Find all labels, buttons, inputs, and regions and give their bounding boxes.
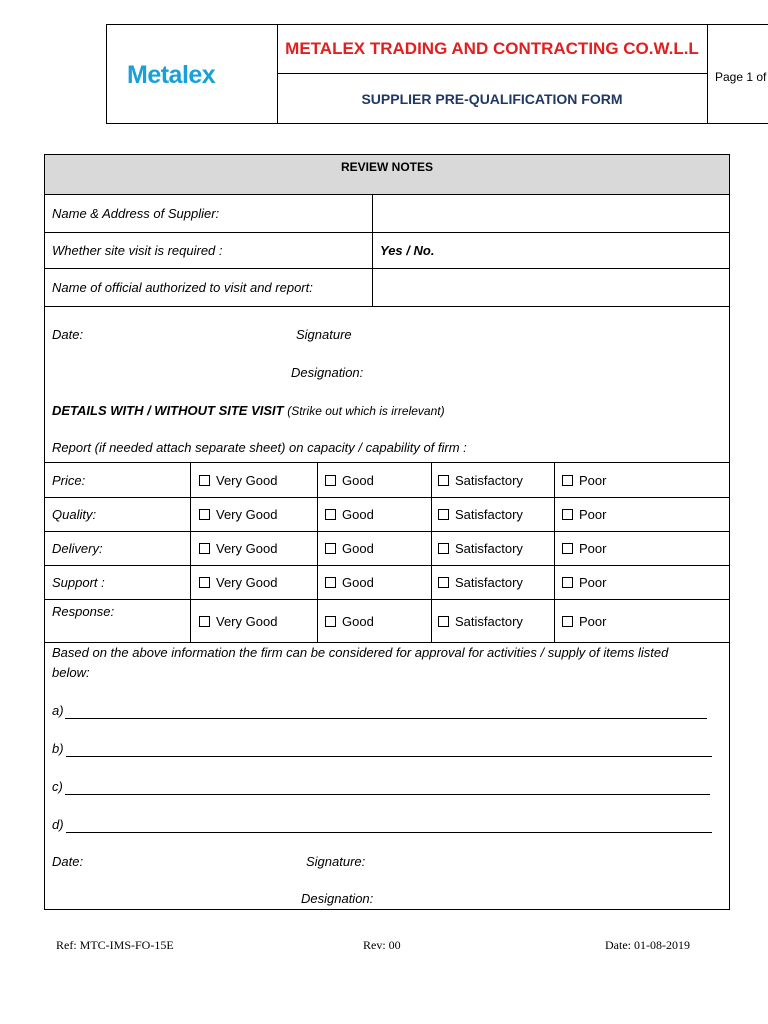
official-label: Name of official authorized to visit and report: (45, 269, 373, 306)
checkbox-icon[interactable] (199, 577, 210, 588)
item-label-c: c) (52, 779, 63, 794)
rating-label: Response: (52, 604, 115, 619)
checkbox-icon[interactable] (562, 475, 573, 486)
item-line-b[interactable] (66, 756, 712, 757)
logo-cell (107, 25, 278, 123)
footer-rev: Rev: 00 (363, 938, 401, 952)
checkbox-icon[interactable] (562, 577, 573, 588)
checkbox-icon[interactable] (438, 543, 449, 554)
signature-label: Signature (296, 327, 352, 342)
checkbox-icon[interactable] (199, 509, 210, 520)
svg-text:Metalex: Metalex (127, 61, 216, 89)
option-good[interactable]: Good (317, 532, 431, 565)
checkbox-icon[interactable] (325, 509, 336, 520)
approval-text-line-1: Based on the above information the firm can be considered for approval for activities / supply of items listed (52, 645, 669, 660)
date2-label: Date: (52, 854, 84, 869)
document-header (106, 24, 768, 124)
option-good[interactable]: Good (317, 566, 431, 599)
footer-ref: Ref: MTC-IMS-FO-15E (56, 938, 174, 952)
review-notes-heading: REVIEW NOTES (45, 155, 729, 195)
rating-label: Delivery: (52, 541, 103, 556)
rating-label: Support : (52, 575, 105, 590)
checkbox-icon[interactable] (562, 543, 573, 554)
review-form (44, 154, 730, 910)
item-label-b: b) (52, 741, 64, 756)
item-line-d[interactable] (66, 832, 712, 833)
checkbox-icon[interactable] (325, 616, 336, 627)
checkbox-icon[interactable] (438, 616, 449, 627)
option-good[interactable]: Good (317, 600, 431, 642)
option-very-good[interactable]: Very Good (190, 566, 317, 599)
option-very-good[interactable]: Very Good (190, 532, 317, 565)
option-poor[interactable]: Poor (554, 498, 729, 531)
checkbox-icon[interactable] (438, 509, 449, 520)
checkbox-icon[interactable] (199, 543, 210, 554)
checkbox-icon[interactable] (562, 509, 573, 520)
option-poor[interactable]: Poor (554, 463, 729, 497)
site-visit-label: Whether site visit is required : (45, 233, 373, 268)
footer-date: Date: 01-08-2019 (605, 938, 690, 952)
checkbox-icon[interactable] (438, 577, 449, 588)
option-poor[interactable]: Poor (554, 566, 729, 599)
option-good[interactable]: Good (317, 498, 431, 531)
rating-row-delivery (45, 531, 729, 565)
option-poor[interactable]: Poor (554, 600, 729, 642)
official-row (45, 269, 729, 307)
option-very-good[interactable]: Very Good (190, 498, 317, 531)
checkbox-icon[interactable] (199, 616, 210, 627)
option-satisfactory[interactable]: Satisfactory (431, 566, 554, 599)
rating-row-quality (45, 497, 729, 531)
report-label: Report (if needed attach separate sheet) on capacity / capability of firm : (52, 440, 467, 455)
approval-text-line-2: below: (52, 665, 90, 680)
rating-label: Price: (52, 472, 86, 488)
option-satisfactory[interactable]: Satisfactory (431, 463, 554, 497)
option-satisfactory[interactable]: Satisfactory (431, 532, 554, 565)
item-label-a: a) (52, 703, 64, 718)
checkbox-icon[interactable] (325, 543, 336, 554)
rating-label: Quality: (52, 507, 97, 522)
item-line-c[interactable] (65, 794, 710, 795)
details-note: (Strike out which is irrelevant) (287, 404, 445, 418)
site-visit-value[interactable]: Yes / No. (380, 243, 435, 258)
supplier-row (45, 195, 729, 233)
date-label: Date: (52, 327, 84, 342)
checkbox-icon[interactable] (438, 475, 449, 486)
option-poor[interactable]: Poor (554, 532, 729, 565)
checkbox-icon[interactable] (562, 616, 573, 627)
form-title: SUPPLIER PRE-QUALIFICATION FORM (361, 91, 623, 107)
supplier-label: Name & Address of Supplier: (45, 195, 373, 232)
rating-row-support (45, 565, 729, 599)
rating-row-response (45, 599, 729, 643)
site-visit-row (45, 233, 729, 269)
designation2-label: Designation: (301, 891, 374, 906)
item-label-d: d) (52, 817, 64, 832)
checkbox-icon[interactable] (325, 577, 336, 588)
item-line-a[interactable] (65, 718, 707, 719)
details-heading: DETAILS WITH / WITHOUT SITE VISIT (52, 403, 284, 418)
title-cell (277, 25, 708, 123)
rating-row-price (45, 462, 729, 497)
checkbox-icon[interactable] (325, 475, 336, 486)
option-very-good[interactable]: Very Good (190, 600, 317, 642)
page-number: Page 1 of (715, 70, 767, 84)
details-line (52, 403, 445, 418)
option-satisfactory[interactable]: Satisfactory (431, 498, 554, 531)
option-satisfactory[interactable]: Satisfactory (431, 600, 554, 642)
option-very-good[interactable]: Very Good (190, 463, 317, 497)
checkbox-icon[interactable] (199, 475, 210, 486)
designation-label: Designation: (291, 365, 364, 380)
metalex-logo (125, 59, 265, 91)
option-good[interactable]: Good (317, 463, 431, 497)
signature2-label: Signature: (306, 854, 366, 869)
company-name: METALEX TRADING AND CONTRACTING CO.W.L.L (277, 25, 707, 74)
